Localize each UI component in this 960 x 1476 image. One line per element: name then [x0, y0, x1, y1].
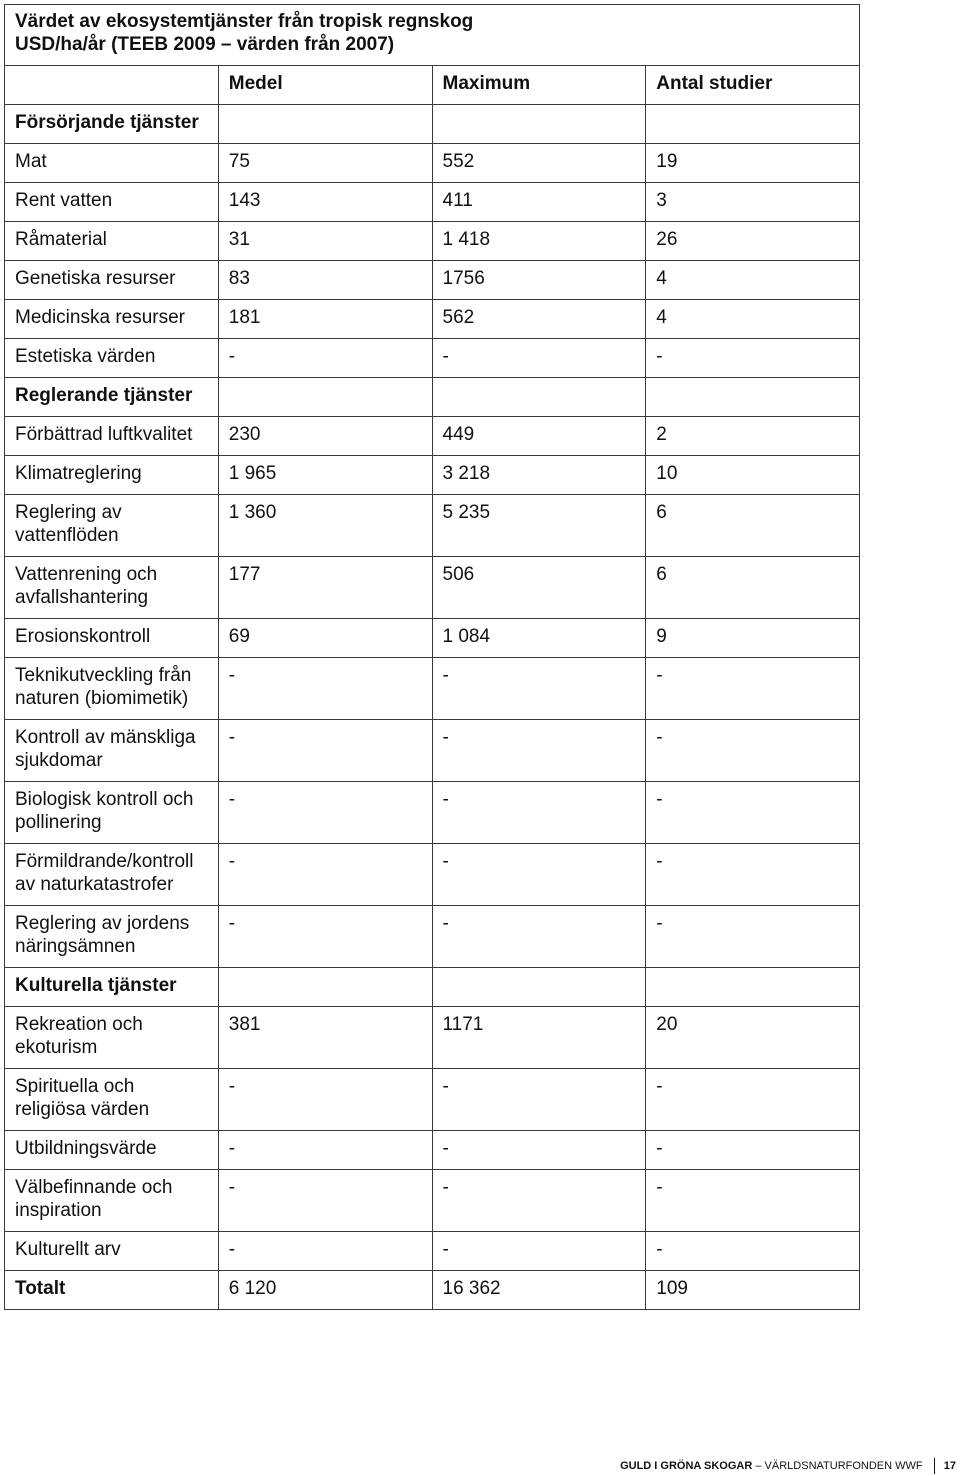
total-maximum: 16 362: [432, 1271, 646, 1310]
cell-antal-studier: -: [646, 720, 860, 782]
footer-publisher: VÄRLDSNATURFONDEN WWF: [764, 1459, 923, 1472]
cell-maximum: 411: [432, 183, 646, 222]
table-row: [5, 720, 860, 782]
cell-maximum: -: [432, 1069, 646, 1131]
cell-medel: -: [218, 782, 432, 844]
row-label: Vattenrening och avfallshantering: [5, 557, 219, 619]
footer-publication-title: GULD I GRÖNA SKOGAR: [620, 1459, 753, 1472]
row-label: Biologisk kontroll och pollinering: [5, 782, 219, 844]
column-header-medel: Medel: [218, 66, 432, 105]
cell-antal-studier: -: [646, 782, 860, 844]
cell-maximum: -: [432, 339, 646, 378]
column-header-maximum: Maximum: [432, 66, 646, 105]
column-header-antal-studier: Antal studier: [646, 66, 860, 105]
table-row: [5, 658, 860, 720]
cell-maximum: 506: [432, 557, 646, 619]
section-row: [5, 105, 860, 144]
cell-maximum: 1171: [432, 1007, 646, 1069]
cell-medel: -: [218, 1232, 432, 1271]
cell-antal-studier: 4: [646, 261, 860, 300]
table-row: [5, 844, 860, 906]
row-label: Estetiska värden: [5, 339, 219, 378]
section-heading: Försörjande tjänster: [5, 105, 219, 144]
table-row: [5, 183, 860, 222]
cell-maximum: 1 084: [432, 619, 646, 658]
table-row: [5, 261, 860, 300]
footer-separator: [934, 1458, 935, 1474]
total-row: [5, 1271, 860, 1310]
cell-medel: 230: [218, 417, 432, 456]
table-title: [5, 5, 860, 66]
table-row: [5, 456, 860, 495]
cell-maximum: -: [432, 844, 646, 906]
cell-antal-studier: -: [646, 1170, 860, 1232]
cell-maximum: -: [432, 658, 646, 720]
column-header-row: [5, 66, 860, 105]
cell-antal-studier: 19: [646, 144, 860, 183]
cell-medel: -: [218, 1069, 432, 1131]
cell-antal-studier: 3: [646, 183, 860, 222]
cell-maximum: 562: [432, 300, 646, 339]
cell-antal-studier: 10: [646, 456, 860, 495]
row-label: Utbildningsvärde: [5, 1131, 219, 1170]
table-row: [5, 1131, 860, 1170]
row-label: Genetiska resurser: [5, 261, 219, 300]
row-label: Kulturellt arv: [5, 1232, 219, 1271]
table-title-row: [5, 5, 860, 66]
row-label: Välbefinnande och inspiration: [5, 1170, 219, 1232]
table-row: [5, 906, 860, 968]
cell-maximum: -: [432, 1232, 646, 1271]
table-row: [5, 300, 860, 339]
cell-medel: -: [218, 1131, 432, 1170]
section-row: [5, 968, 860, 1007]
section-heading: Reglerande tjänster: [5, 378, 219, 417]
cell-antal-studier: -: [646, 1232, 860, 1271]
cell-medel: -: [218, 339, 432, 378]
row-label: Reglering av vattenflöden: [5, 495, 219, 557]
cell-maximum: 552: [432, 144, 646, 183]
cell-antal-studier: -: [646, 844, 860, 906]
table-row: [5, 144, 860, 183]
row-label: Reglering av jordens näringsämnen: [5, 906, 219, 968]
cell-medel: -: [218, 844, 432, 906]
table-title-line-2: USD/ha/år (TEEB 2009 – värden från 2007): [15, 34, 395, 55]
cell-antal-studier: -: [646, 658, 860, 720]
cell-antal-studier: 6: [646, 495, 860, 557]
cell-antal-studier: 2: [646, 417, 860, 456]
cell-maximum: -: [432, 1170, 646, 1232]
cell-medel: 181: [218, 300, 432, 339]
table-row: [5, 1170, 860, 1232]
cell-maximum: 1 418: [432, 222, 646, 261]
row-label: Teknikutveckling från naturen (biomimetik): [5, 658, 219, 720]
cell-maximum: -: [432, 782, 646, 844]
cell-antal-studier: 9: [646, 619, 860, 658]
cell-medel: 75: [218, 144, 432, 183]
cell-antal-studier: -: [646, 1069, 860, 1131]
row-label: Rent vatten: [5, 183, 219, 222]
cell-medel: 1 965: [218, 456, 432, 495]
cell-medel: 1 360: [218, 495, 432, 557]
cell-antal-studier: 4: [646, 300, 860, 339]
cell-maximum: 5 235: [432, 495, 646, 557]
table-row: [5, 557, 860, 619]
row-label: Klimatreglering: [5, 456, 219, 495]
cell-maximum: 3 218: [432, 456, 646, 495]
cell-maximum: 449: [432, 417, 646, 456]
cell-maximum: -: [432, 906, 646, 968]
row-label: Kontroll av mänskliga sjukdomar: [5, 720, 219, 782]
cell-medel: 177: [218, 557, 432, 619]
row-label: Spirituella och religiösa värden: [5, 1069, 219, 1131]
row-label: Råmaterial: [5, 222, 219, 261]
table-row: [5, 339, 860, 378]
cell-medel: -: [218, 720, 432, 782]
cell-medel: -: [218, 658, 432, 720]
cell-medel: 69: [218, 619, 432, 658]
table-row: [5, 1069, 860, 1131]
table-row: [5, 495, 860, 557]
table-row: [5, 417, 860, 456]
cell-maximum: -: [432, 720, 646, 782]
page-number: 17: [943, 1459, 956, 1472]
row-label: Erosionskontroll: [5, 619, 219, 658]
column-header-blank: [5, 66, 219, 105]
table-row: [5, 782, 860, 844]
section-row: [5, 378, 860, 417]
row-label: Förbättrad luftkvalitet: [5, 417, 219, 456]
cell-medel: 31: [218, 222, 432, 261]
ecosystem-services-table: [4, 4, 860, 1310]
table-row: [5, 1007, 860, 1069]
row-label: Förmildrande/kontroll av naturkatastrofer: [5, 844, 219, 906]
cell-medel: 143: [218, 183, 432, 222]
section-heading: Kulturella tjänster: [5, 968, 219, 1007]
row-label: Rekreation och ekoturism: [5, 1007, 219, 1069]
cell-antal-studier: 20: [646, 1007, 860, 1069]
cell-antal-studier: -: [646, 339, 860, 378]
cell-medel: 381: [218, 1007, 432, 1069]
cell-medel: -: [218, 1170, 432, 1232]
total-label: Totalt: [5, 1271, 219, 1310]
row-label: Medicinska resurser: [5, 300, 219, 339]
cell-antal-studier: -: [646, 906, 860, 968]
row-label: Mat: [5, 144, 219, 183]
table-row: [5, 1232, 860, 1271]
cell-medel: 83: [218, 261, 432, 300]
cell-medel: -: [218, 906, 432, 968]
total-medel: 6 120: [218, 1271, 432, 1310]
cell-antal-studier: 26: [646, 222, 860, 261]
table-row: [5, 222, 860, 261]
cell-antal-studier: 6: [646, 557, 860, 619]
cell-maximum: 1756: [432, 261, 646, 300]
total-antal-studier: 109: [646, 1271, 860, 1310]
cell-antal-studier: -: [646, 1131, 860, 1170]
cell-maximum: -: [432, 1131, 646, 1170]
table-title-line-1: Värdet av ekosystemtjänster från tropisk regnskog: [15, 11, 474, 32]
page-footer: [620, 1458, 956, 1474]
table-row: [5, 619, 860, 658]
footer-dash: –: [755, 1459, 762, 1472]
